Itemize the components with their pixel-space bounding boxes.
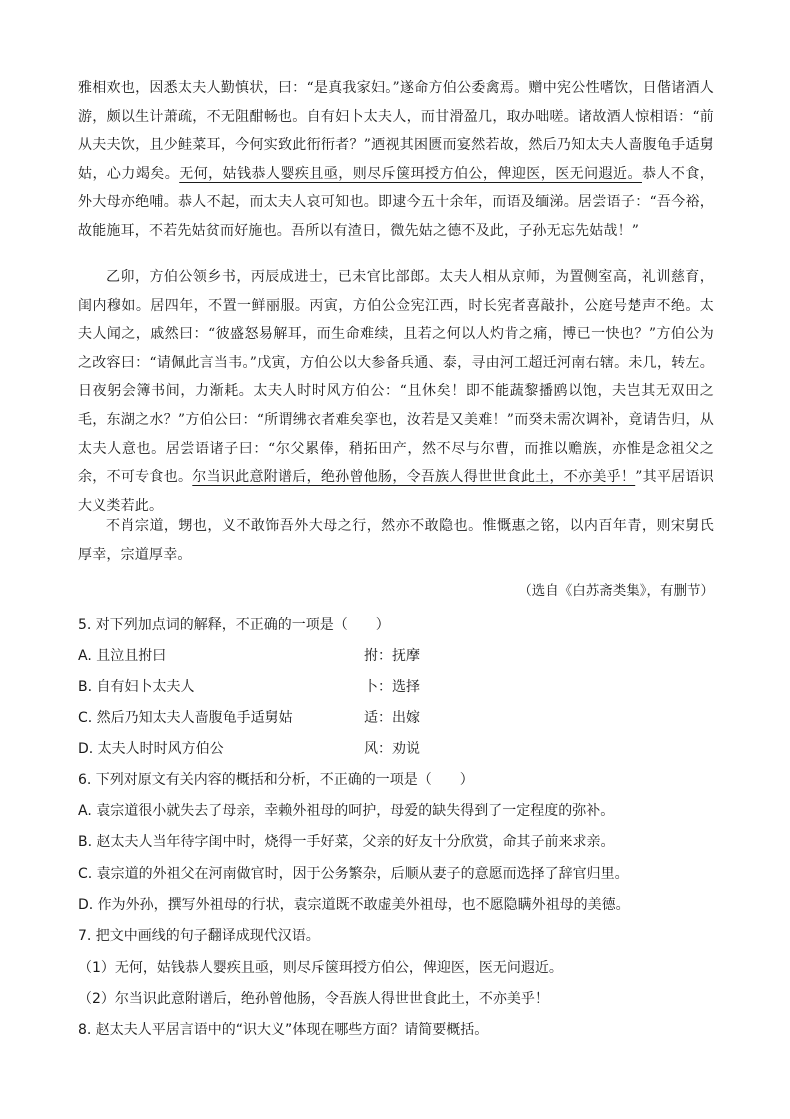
q6-option-d: D. 作为外孙，撰写外祖母的行状，袁宗道既不敢虚美外祖母，也不愿隐瞒外祖母的美德。 — [78, 897, 630, 913]
q5-option-d: D. 太夫人时时风方伯公 — [78, 741, 224, 757]
passage-text: 恭人不食，外大母亦绝哺。恭人不起，而太夫人哀可知也。即逮今五十余年，而语及缅涕。居尝语子：“吾今裕，故能施耳，不若先姑贫而好施也。吾所以有渣日，微先姑之德不及此，子孙无忘先姑哉！” — [78, 165, 715, 239]
q6-option-a: A. 袁宗道很小就失去了母亲，幸赖外祖母的呵护，母爱的缺失得到了一定程度的弥补。 — [78, 803, 615, 819]
passage-paragraph-3 — [78, 512, 714, 569]
q7-item-1: （1）无何，姑钱恭人婴疾且亟，则尽斥箧珥授方伯公，俾迎医，医无问遐近。 — [78, 960, 563, 976]
q6-option-b: B. 赵太夫人当年待字闺中时，烧得一手好菜，父亲的好友十分欣赏，命其子前来求亲。 — [78, 834, 615, 850]
passage-text: ”其平居语识大义类若此。 — [78, 469, 714, 514]
q5-option-c: C. 然后乃知太夫人啬腹龟手适舅姑 — [78, 710, 293, 726]
q5-option-a-gloss: 拊：抚摩 — [364, 648, 420, 664]
q7-item-2: （2）尔当识此意附谱后，绝孙曾他肠，令吾族人得世世食此土，不亦美乎！ — [78, 991, 549, 1007]
passage-paragraph-2 — [78, 263, 714, 520]
q5-option-b: B. 自有妇卜太夫人 — [78, 679, 195, 695]
question-5: 5. 对下列加点词的解释，不正确的一项是（ ） — [78, 617, 390, 633]
passage-paragraph-1 — [78, 74, 714, 246]
underlined-sentence-2: 尔当识此意附谱后，绝孙曾他肠，令吾族人得世世食此土，不亦美乎！ — [192, 469, 636, 486]
passage-text: 雅相欢也，因悉太夫人勤慎状，曰：“是真我家妇。”遂命方伯公委禽焉。赠中宪公性嗜饮，日偕诸酒人游，颇以生计萧疏，不无阻酣畅也。自有妇卜太夫人，而甘滑盈几，取办咄嗟。诸故酒人惊相语：“前从夫夫饮，且少鲑菜耳，今何实致此衎衎者？”迺视其困匮而宴然若故，然后乃知太夫人啬腹龟手适舅姑，心力竭矣。 — [78, 80, 714, 182]
q5-option-d-gloss: 风：劝说 — [364, 741, 420, 757]
passage-text: 乙卯，方伯公领乡书，丙辰成进士，已未官比部郎。太夫人相从京师，为置侧室高，礼训慈育，闺内穆如。居四年，不置一鲜丽服。丙寅，方伯公佥宪江西，时长宪者喜敲扑，公庭号楚声不绝。太夫人闻之，戚然曰：“彼盛怒易解耳，而生命难续，且若之何以人灼肯之痛，博已一快也？”方伯公为之改容曰：“请佩此言当韦。”戊寅，方伯公以大参备兵通、泰，寻由河工超迁河南右辖。未几，转左。日夜躬会簿书间，力渐耗。太夫人时时风方伯公：“且休矣！即不能蔬黎播鸥以饱，夫岂其无双田之毛，东湖之水？”方伯公曰：“所谓绋衣者难矣挛也，汝若是又美难！”而癸未需次调补，竟请告归，从太夫人意也。居尝语诸子曰：“尔父累俸，稍拓田产，然不尽与尔曹，而推以赡族，亦惟是念祖父之余，不可专食也。 — [78, 269, 714, 486]
q5-option-a: A. 且泣且拊曰 — [78, 648, 167, 664]
q5-option-b-gloss: 卜：选择 — [364, 679, 420, 695]
question-7: 7. 把文中画线的句子翻译成现代汉语。 — [78, 928, 320, 944]
source-citation: （选自《白苏斋类集》，有删节） — [518, 583, 714, 599]
question-8: 8. 赵太夫人平居言语中的“识大义”体现在哪些方面？请简要概括。 — [78, 1022, 489, 1038]
question-6: 6. 下列对原文有关内容的概括和分析，不正确的一项是（ ） — [78, 772, 474, 788]
q5-option-c-gloss: 适：出嫁 — [364, 710, 420, 726]
underlined-sentence-1: 无何，姑钱恭人婴疾且亟，则尽斥箧珥授方伯公，俾迎医，医无问遐近。 — [179, 165, 642, 182]
passage-text: 不肖宗道，甥也，义不敢饰吾外大母之行，然亦不敢隐也。惟慨惠之铭，以内百年青，则宋舅氏厚幸，宗道厚幸。 — [78, 518, 714, 563]
q6-option-c: C. 袁宗道的外祖父在河南做官时，因于公务繁杂，后顺从妻子的意愿而选择了辞官归里。 — [78, 866, 629, 882]
